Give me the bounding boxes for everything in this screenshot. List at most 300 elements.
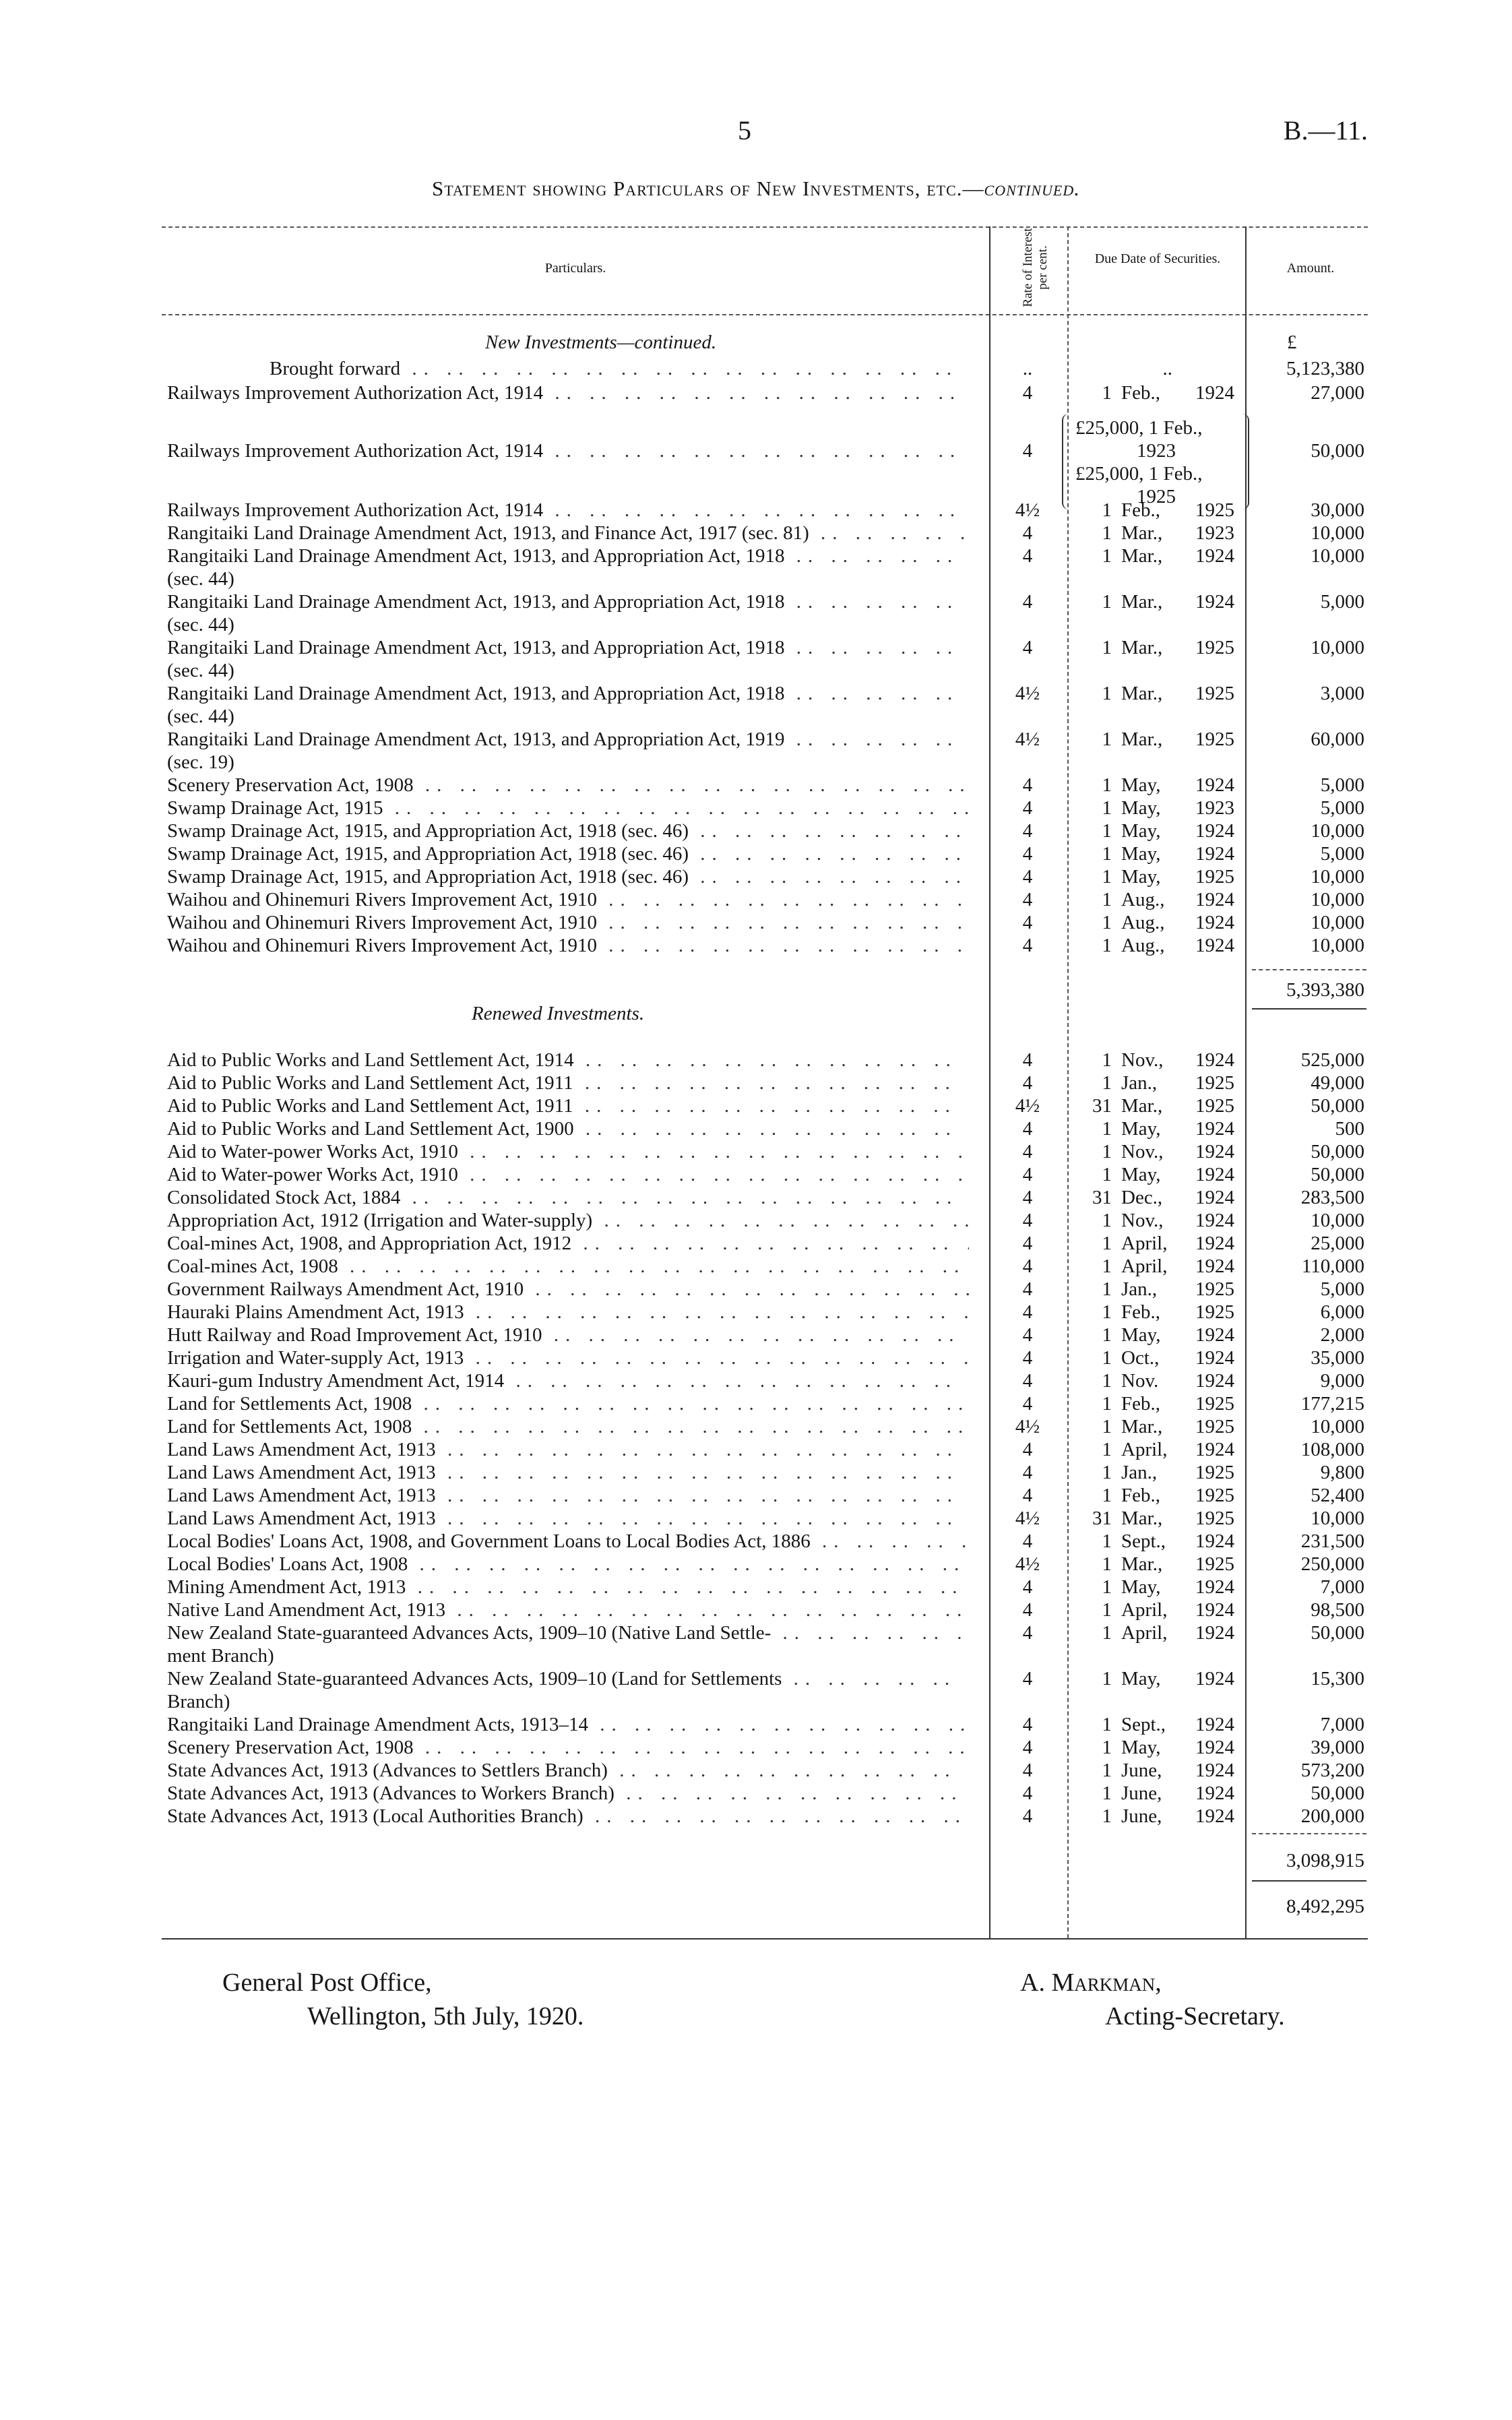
due-date-month: Feb., xyxy=(1121,382,1160,404)
renewed-investments-subtotal: 3,098,915 xyxy=(1286,1850,1364,1871)
due-date-year: 1925 xyxy=(1195,1393,1234,1415)
due-date-line: 1925 xyxy=(1137,486,1176,507)
row-amount: 283,500 xyxy=(1300,1187,1364,1208)
row-particulars xyxy=(167,1117,969,1140)
row-rate: 4 xyxy=(1022,820,1033,842)
due-date-year: 1924 xyxy=(1195,935,1234,956)
row-amount: 50,000 xyxy=(1311,1622,1364,1644)
row-rate: 4 xyxy=(1022,440,1033,462)
split-due-date xyxy=(1075,416,1237,508)
particulars-text: Appropriation Act, 1912 (Irrigation and Water-supply) .. .. xyxy=(167,1209,969,1232)
due-date-day: 1 xyxy=(1102,1737,1112,1758)
due-date-day: 1 xyxy=(1102,545,1112,567)
row-particulars xyxy=(167,522,969,545)
particulars-continuation: Branch) xyxy=(167,1691,230,1712)
row-rate: 4½ xyxy=(1015,1416,1040,1437)
due-date-year: 1925 xyxy=(1195,683,1234,704)
particulars-text: Coal-mines Act, 1908, and Appropriation Act, 1912 .. .. xyxy=(167,1232,969,1255)
row-amount: 30,000 xyxy=(1311,499,1364,521)
particulars-continuation: (sec. 44) xyxy=(167,614,234,635)
footer-office: General Post Office, xyxy=(222,1968,432,1997)
due-date-day: 1 xyxy=(1102,1301,1112,1323)
due-date-day: 1 xyxy=(1102,1714,1112,1735)
row-rate: 4 xyxy=(1022,1278,1033,1300)
due-date-day: 1 xyxy=(1102,1462,1112,1483)
row-amount: 177,215 xyxy=(1300,1393,1364,1415)
brace-left xyxy=(1062,414,1071,509)
row-rate: 4 xyxy=(1022,1668,1033,1689)
page-code: B.—11. xyxy=(1283,115,1368,146)
particulars-text: Land Laws Amendment Act, 1913 .. .. xyxy=(167,1507,969,1530)
due-date-day: 1 xyxy=(1102,728,1112,750)
due-date-month: Mar., xyxy=(1121,728,1163,750)
row-amount: 25,000 xyxy=(1311,1233,1364,1254)
particulars-text: Land for Settlements Act, 1908 .. .. xyxy=(167,1415,969,1438)
due-date-day: 1 xyxy=(1102,866,1112,888)
due-date-year: 1924 xyxy=(1195,591,1234,613)
due-date-year: 1924 xyxy=(1195,1141,1234,1162)
row-rate: 4 xyxy=(1022,382,1033,404)
row-particulars xyxy=(167,545,969,590)
particulars-text: Mining Amendment Act, 1913 .. .. xyxy=(167,1576,969,1599)
due-date-day: 1 xyxy=(1102,499,1112,521)
row-rate: 4 xyxy=(1022,1485,1033,1506)
due-date-month: June, xyxy=(1121,1782,1162,1804)
row-rate: 4 xyxy=(1022,591,1033,613)
due-date-month: Feb., xyxy=(1121,1485,1160,1506)
due-date-month: Dec., xyxy=(1121,1187,1163,1208)
due-date-day: 1 xyxy=(1102,774,1112,796)
due-date-year: 1924 xyxy=(1195,1233,1234,1254)
due-date-year: 1924 xyxy=(1195,1805,1234,1827)
row-particulars xyxy=(167,1324,969,1346)
row-rate: 4½ xyxy=(1015,499,1040,521)
due-date-day: 1 xyxy=(1102,1553,1112,1575)
due-date-day: 1 xyxy=(1102,1393,1112,1415)
row-rate: 4 xyxy=(1022,1530,1033,1552)
due-date-month: Mar., xyxy=(1121,545,1163,567)
row-particulars xyxy=(167,819,969,842)
row-particulars xyxy=(167,1667,969,1713)
particulars-text: Rangitaiki Land Drainage Amendment Act, 1913, and Appropriation Act, 1918 .. .. xyxy=(167,636,969,659)
due-date-month: May, xyxy=(1121,774,1161,796)
row-rate: 4 xyxy=(1022,1393,1033,1415)
due-date-year: 1924 xyxy=(1195,1668,1234,1689)
due-date-year: 1924 xyxy=(1195,1164,1234,1185)
due-date-day: 1 xyxy=(1102,1760,1112,1781)
row-particulars xyxy=(167,1255,969,1278)
particulars-text: Land Laws Amendment Act, 1913 .. .. xyxy=(167,1438,969,1461)
due-date-line: £25,000, 1 Feb., xyxy=(1075,463,1203,485)
particulars-text: Rangitaiki Land Drainage Amendment Act, 1913, and Appropriation Act, 1919 .. .. xyxy=(167,728,969,751)
row-amount: 5,000 xyxy=(1320,591,1364,613)
due-date-year: 1924 xyxy=(1195,1255,1234,1277)
row-particulars xyxy=(167,1369,969,1392)
due-date-month: May, xyxy=(1121,1118,1161,1140)
row-particulars xyxy=(167,888,969,911)
row-rate: 4½ xyxy=(1015,1508,1040,1529)
particulars-text: Native Land Amendment Act, 1913 .. .. xyxy=(167,1599,969,1621)
due-date-year: 1924 xyxy=(1195,774,1234,796)
particulars-text: New Zealand State-guaranteed Advances Acts, 1909–10 (Land for Settlements .. .. xyxy=(167,1667,969,1690)
row-rate: 4 xyxy=(1022,1049,1033,1071)
due-date-day: 1 xyxy=(1102,1782,1112,1804)
row-rate: 4 xyxy=(1022,1072,1033,1094)
footer-signatory: A. Markman, xyxy=(1020,1968,1162,1997)
row-particulars xyxy=(167,1346,969,1369)
due-date-day: 1 xyxy=(1102,1805,1112,1827)
brace-right xyxy=(1240,414,1249,509)
row-amount: 50,000 xyxy=(1311,1095,1364,1117)
due-date-month: Sept., xyxy=(1121,1714,1166,1735)
row-amount: 10,000 xyxy=(1311,866,1364,888)
row-amount: 9,800 xyxy=(1320,1462,1364,1483)
due-date-month: Mar., xyxy=(1121,637,1163,658)
due-date-year: 1924 xyxy=(1195,1439,1234,1460)
due-date-month: May, xyxy=(1121,1737,1161,1758)
due-date-day: 1 xyxy=(1102,1370,1112,1392)
due-date-month: April, xyxy=(1121,1599,1168,1621)
due-date-month: May, xyxy=(1121,820,1161,842)
due-date-year: 1924 xyxy=(1195,820,1234,842)
row-particulars xyxy=(167,590,969,636)
due-date-day: 1 xyxy=(1102,591,1112,613)
due-date-month: Feb., xyxy=(1121,1301,1160,1323)
row-rate: 4 xyxy=(1022,1714,1033,1735)
particulars-text: Aid to Water-power Works Act, 1910 .. .. xyxy=(167,1163,969,1186)
due-date-year: 1925 xyxy=(1195,728,1234,750)
row-rate: 4 xyxy=(1022,843,1033,865)
due-date-day: 1 xyxy=(1102,1278,1112,1300)
row-amount: 98,500 xyxy=(1311,1599,1364,1621)
due-date-line: £25,000, 1 Feb., xyxy=(1075,417,1203,439)
particulars-text: Aid to Public Works and Land Settlement Act, 1900 .. .. xyxy=(167,1117,969,1140)
due-date-month: Nov., xyxy=(1121,1210,1164,1231)
row-particulars xyxy=(167,1461,969,1484)
row-particulars xyxy=(167,1209,969,1232)
particulars-text: Government Railways Amendment Act, 1910 .. .. xyxy=(167,1278,969,1301)
row-rate: 4 xyxy=(1022,1255,1033,1277)
row-particulars xyxy=(167,439,969,462)
due-date-year: 1924 xyxy=(1195,1187,1234,1208)
row-rate: 4 xyxy=(1022,935,1033,956)
due-date-month: June, xyxy=(1121,1760,1162,1781)
row-amount: 10,000 xyxy=(1311,912,1364,933)
due-date-day: 1 xyxy=(1102,889,1112,910)
row-amount: 15,300 xyxy=(1311,1668,1364,1689)
row-rate: 4 xyxy=(1022,1622,1033,1644)
grand-total: 8,492,295 xyxy=(1286,1896,1364,1917)
due-date-year: 1924 xyxy=(1195,1347,1234,1369)
due-date-month: Aug., xyxy=(1121,889,1165,910)
row-amount: 5,000 xyxy=(1320,843,1364,865)
due-date-month: May, xyxy=(1121,1668,1161,1689)
row-particulars xyxy=(167,1553,969,1576)
due-date-day: 31 xyxy=(1092,1508,1112,1529)
due-date-month: Nov., xyxy=(1121,1049,1164,1071)
due-date-day: 1 xyxy=(1102,1485,1112,1506)
due-date-day: 1 xyxy=(1102,1324,1112,1346)
row-rate: 4 xyxy=(1022,1439,1033,1460)
due-date-year: 1924 xyxy=(1195,545,1234,567)
row-amount: 50,000 xyxy=(1311,1141,1364,1162)
row-rate: 4 xyxy=(1022,1737,1033,1758)
row-particulars xyxy=(167,1415,969,1438)
due-date-day: 1 xyxy=(1102,1622,1112,1644)
due-date-day: 1 xyxy=(1102,1347,1112,1369)
rate-column-divider xyxy=(989,226,990,1938)
col-header-rate: Rate of Interest per cent. xyxy=(1021,228,1050,307)
row-rate: 4 xyxy=(1022,1324,1033,1346)
row-amount: 39,000 xyxy=(1311,1737,1364,1758)
particulars-text: Aid to Public Works and Land Settlement Act, 1914 .. .. xyxy=(167,1049,969,1072)
row-rate: 4 xyxy=(1022,1760,1033,1781)
due-date-year: 1924 xyxy=(1195,1599,1234,1621)
row-particulars xyxy=(167,1163,969,1186)
footer-place-date: Wellington, 5th July, 1920. xyxy=(307,2002,584,2030)
new-subtotal-underline xyxy=(1252,1008,1366,1010)
row-amount: 6,000 xyxy=(1320,1301,1364,1323)
due-date-month: May, xyxy=(1121,866,1161,888)
col-header-due-date: Due Date of Securities. xyxy=(1094,251,1221,266)
due-date-year: 1924 xyxy=(1195,1210,1234,1231)
due-date-month: April, xyxy=(1121,1233,1168,1254)
row-particulars xyxy=(167,1599,969,1621)
row-amount: 10,000 xyxy=(1311,889,1364,910)
due-date-line: 1923 xyxy=(1137,440,1176,462)
row-amount: 10,000 xyxy=(1311,545,1364,567)
due-date-day: 1 xyxy=(1102,1233,1112,1254)
row-amount: 5,000 xyxy=(1320,797,1364,819)
row-rate: 4 xyxy=(1022,1576,1033,1598)
due-date-day: 1 xyxy=(1102,1210,1112,1231)
row-amount: 108,000 xyxy=(1300,1439,1364,1460)
row-particulars xyxy=(167,1621,969,1667)
title-main: Statement showing Particulars of New Investments, etc.— xyxy=(432,177,984,200)
brought-forward-rate: .. xyxy=(1022,358,1033,379)
due-date-year: 1925 xyxy=(1195,1462,1234,1483)
due-date-year: 1925 xyxy=(1195,1553,1234,1575)
row-particulars xyxy=(167,636,969,682)
table-top-rule xyxy=(162,226,1368,228)
particulars-text: Waihou and Ohinemuri Rivers Improvement Act, 1910 .. .. xyxy=(167,911,969,934)
title-continued: continued. xyxy=(984,177,1080,200)
due-date-month: April, xyxy=(1121,1622,1168,1644)
row-rate: 4½ xyxy=(1015,1553,1040,1575)
due-date-year: 1923 xyxy=(1195,797,1234,819)
due-date-month: April, xyxy=(1121,1439,1168,1460)
brought-forward-date: .. xyxy=(1162,358,1172,379)
particulars-text: Consolidated Stock Act, 1884 .. .. xyxy=(167,1186,969,1209)
row-amount: 49,000 xyxy=(1311,1072,1364,1094)
due-date-year: 1925 xyxy=(1195,1278,1234,1300)
particulars-text: Rangitaiki Land Drainage Amendment Act, 1913, and Appropriation Act, 1918 .. .. xyxy=(167,545,969,567)
row-particulars xyxy=(167,728,969,774)
row-particulars xyxy=(167,381,969,404)
due-date-month: May, xyxy=(1121,1576,1161,1598)
row-particulars xyxy=(167,1507,969,1530)
due-date-month: Sept., xyxy=(1121,1530,1166,1552)
due-date-year: 1924 xyxy=(1195,1737,1234,1758)
row-rate: 4 xyxy=(1022,889,1033,910)
due-date-month: Nov., xyxy=(1121,1141,1164,1162)
particulars-text: Scenery Preservation Act, 1908 .. .. xyxy=(167,774,969,797)
due-date-month: June, xyxy=(1121,1805,1162,1827)
row-rate: 4 xyxy=(1022,1599,1033,1621)
row-amount: 50,000 xyxy=(1311,1782,1364,1804)
due-date-year: 1925 xyxy=(1195,1095,1234,1117)
row-rate: 4 xyxy=(1022,774,1033,796)
renewed-subtotal-rule xyxy=(1252,1833,1366,1834)
due-date-year: 1925 xyxy=(1195,1301,1234,1323)
row-particulars xyxy=(167,1278,969,1301)
particulars-text: Swamp Drainage Act, 1915, and Appropriation Act, 1918 (sec. 46) .. .. xyxy=(167,819,969,842)
due-date-month: Jan., xyxy=(1121,1462,1158,1483)
due-date-day: 1 xyxy=(1102,935,1112,956)
due-date-day: 1 xyxy=(1102,1576,1112,1598)
particulars-text: Rangitaiki Land Drainage Amendment Acts, 1913–14 .. .. xyxy=(167,1713,969,1736)
row-particulars xyxy=(167,1736,969,1759)
due-date-month: Mar., xyxy=(1121,591,1163,613)
due-date-day: 1 xyxy=(1102,1599,1112,1621)
row-amount: 250,000 xyxy=(1300,1553,1364,1575)
row-amount: 52,400 xyxy=(1311,1485,1364,1506)
row-rate: 4 xyxy=(1022,545,1033,567)
row-amount: 110,000 xyxy=(1301,1255,1364,1277)
due-date-day: 1 xyxy=(1102,382,1112,404)
due-date-year: 1924 xyxy=(1195,1760,1234,1781)
row-amount: 7,000 xyxy=(1320,1576,1364,1598)
row-rate: 4 xyxy=(1022,866,1033,888)
particulars-text: Local Bodies' Loans Act, 1908, and Government Loans to Local Bodies Act, 1886 .. .. xyxy=(167,1530,969,1553)
due-date-year: 1925 xyxy=(1195,499,1234,521)
row-amount: 10,000 xyxy=(1311,1416,1364,1437)
particulars-text: Rangitaiki Land Drainage Amendment Act, 1913, and Appropriation Act, 1918 .. .. xyxy=(167,682,969,705)
due-date-year: 1924 xyxy=(1195,1714,1234,1735)
row-particulars xyxy=(167,1759,969,1782)
row-amount: 2,000 xyxy=(1320,1324,1364,1346)
due-date-month: Nov. xyxy=(1121,1370,1159,1392)
row-particulars xyxy=(167,1186,969,1209)
particulars-text: Scenery Preservation Act, 1908 .. .. xyxy=(167,1736,969,1759)
row-amount: 10,000 xyxy=(1311,935,1364,956)
particulars-text: Swamp Drainage Act, 1915 .. .. xyxy=(167,797,969,819)
row-amount: 573,200 xyxy=(1300,1760,1364,1781)
row-amount: 10,000 xyxy=(1311,1210,1364,1231)
row-particulars xyxy=(167,682,969,728)
due-date-year: 1924 xyxy=(1195,1782,1234,1804)
particulars-continuation: (sec. 44) xyxy=(167,706,234,727)
due-date-day: 1 xyxy=(1102,522,1112,544)
particulars-text: Swamp Drainage Act, 1915, and Appropriation Act, 1918 (sec. 46) .. .. xyxy=(167,865,969,888)
row-amount: 7,000 xyxy=(1320,1714,1364,1735)
due-date-day: 31 xyxy=(1092,1187,1112,1208)
row-rate: 4 xyxy=(1022,522,1033,544)
row-amount: 50,000 xyxy=(1311,440,1364,462)
row-rate: 4 xyxy=(1022,1301,1033,1323)
new-subtotal-rule xyxy=(1252,969,1366,970)
new-investments-subtotal: 5,393,380 xyxy=(1286,979,1364,1001)
due-date-year: 1924 xyxy=(1195,382,1234,404)
particulars-text: Local Bodies' Loans Act, 1908 .. .. xyxy=(167,1553,969,1576)
row-rate: 4 xyxy=(1022,1370,1033,1392)
due-date-year: 1924 xyxy=(1195,1622,1234,1644)
particulars-text: Hauraki Plains Amendment Act, 1913 .. .. xyxy=(167,1301,969,1324)
due-date-month: Oct., xyxy=(1121,1347,1160,1369)
particulars-text: Coal-mines Act, 1908 .. .. xyxy=(167,1255,969,1278)
particulars-text: Aid to Water-power Works Act, 1910 .. .. xyxy=(167,1140,969,1163)
row-amount: 5,000 xyxy=(1320,774,1364,796)
row-rate: 4 xyxy=(1022,637,1033,658)
row-amount: 50,000 xyxy=(1311,1164,1364,1185)
new-investments-heading: New Investments—continued. xyxy=(485,332,717,353)
row-particulars xyxy=(167,1530,969,1553)
row-particulars xyxy=(167,911,969,934)
particulars-text: Aid to Public Works and Land Settlement Act, 1911 .. .. xyxy=(167,1094,969,1117)
particulars-text: Aid to Public Works and Land Settlement Act, 1911 .. .. xyxy=(167,1072,969,1094)
due-date-month: April, xyxy=(1121,1255,1168,1277)
row-particulars xyxy=(167,499,969,522)
header-bottom-rule xyxy=(162,314,1368,315)
row-amount: 500 xyxy=(1335,1118,1364,1140)
due-date-day: 31 xyxy=(1092,1095,1112,1117)
particulars-continuation: ment Branch) xyxy=(167,1645,274,1667)
row-amount: 525,000 xyxy=(1300,1049,1364,1071)
particulars-text: Land for Settlements Act, 1908 .. .. xyxy=(167,1392,969,1415)
row-rate: 4 xyxy=(1022,1462,1033,1483)
due-date-year: 1924 xyxy=(1195,843,1234,865)
due-date-month: Mar., xyxy=(1121,1553,1163,1575)
row-rate: 4½ xyxy=(1015,683,1040,704)
row-amount: 200,000 xyxy=(1300,1805,1364,1827)
row-amount: 231,500 xyxy=(1300,1530,1364,1552)
row-particulars xyxy=(167,1049,969,1072)
due-date-month: Mar., xyxy=(1121,522,1163,544)
due-date-year: 1924 xyxy=(1195,1370,1234,1392)
particulars-text: State Advances Act, 1913 (Advances to Workers Branch) .. .. xyxy=(167,1782,969,1805)
row-particulars xyxy=(167,1782,969,1805)
due-date-year: 1925 xyxy=(1195,1485,1234,1506)
row-particulars xyxy=(167,1072,969,1094)
row-particulars xyxy=(167,842,969,865)
row-amount: 10,000 xyxy=(1311,1508,1364,1529)
due-date-year: 1925 xyxy=(1195,637,1234,658)
due-date-day: 1 xyxy=(1102,820,1112,842)
page-number: 5 xyxy=(738,115,751,146)
footer-signatory-title: Acting-Secretary. xyxy=(1105,2002,1285,2030)
row-particulars xyxy=(167,1232,969,1255)
due-date-month: May, xyxy=(1121,843,1161,865)
due-date-year: 1925 xyxy=(1195,1508,1234,1529)
particulars-text: Irrigation and Water-supply Act, 1913 .. .. xyxy=(167,1346,969,1369)
particulars-text: Swamp Drainage Act, 1915, and Appropriation Act, 1918 (sec. 46) .. .. xyxy=(167,842,969,865)
row-particulars xyxy=(167,1438,969,1461)
due-date-month: Feb., xyxy=(1121,1393,1160,1415)
due-date-month: Mar., xyxy=(1121,683,1163,704)
due-date-month: Aug., xyxy=(1121,912,1165,933)
due-date-year: 1923 xyxy=(1195,522,1234,544)
particulars-text: Rangitaiki Land Drainage Amendment Act, 1913, and Appropriation Act, 1918 .. .. xyxy=(167,590,969,613)
row-particulars xyxy=(167,865,969,888)
due-date-day: 1 xyxy=(1102,1439,1112,1460)
row-amount: 3,000 xyxy=(1320,683,1364,704)
due-date-year: 1925 xyxy=(1195,1416,1234,1437)
brought-forward-label: Brought forward .. .. xyxy=(270,357,970,380)
grand-total-rule xyxy=(1252,1880,1366,1882)
due-date-day: 1 xyxy=(1102,683,1112,704)
row-rate: 4 xyxy=(1022,1164,1033,1185)
due-date-day: 1 xyxy=(1102,1118,1112,1140)
